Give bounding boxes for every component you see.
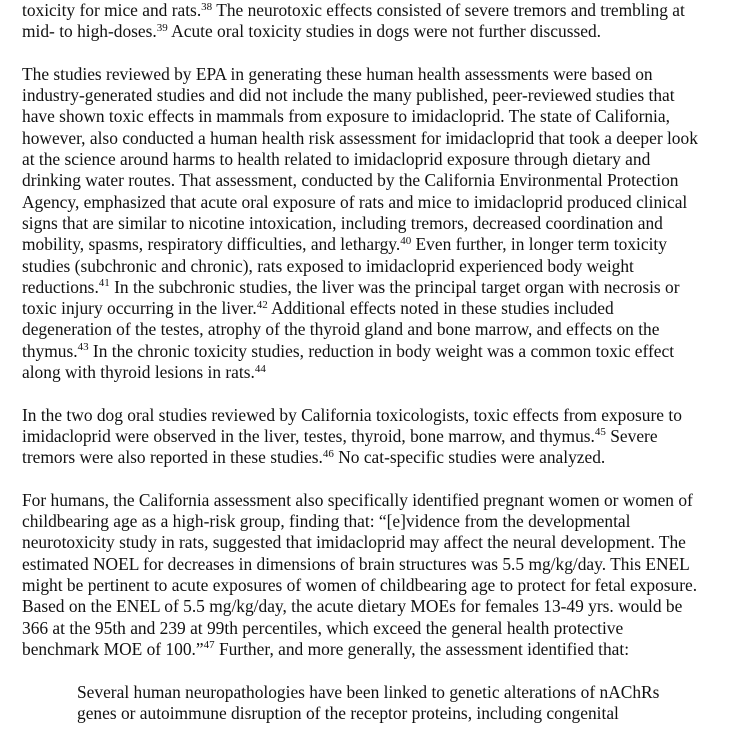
footnote-marker: 45 — [594, 426, 606, 439]
text-run: along with thyroid lesions in rats. — [22, 362, 255, 383]
text-run: industry-generated studies and did not include the many published, peer-reviewed studies that — [22, 85, 675, 106]
paragraph-gap — [22, 660, 734, 681]
text-run: have shown toxic effects in mammals from exposure to imidacloprid. The state of California, — [22, 106, 670, 127]
text-run: Even further, in longer term toxicity — [411, 234, 667, 255]
footnote-marker: 40 — [400, 234, 412, 247]
text-run: In the two dog oral studies reviewed by California toxicologists, toxic effects from exposure to — [22, 404, 682, 425]
footnote-marker: 46 — [322, 447, 334, 460]
text-run: genes or autoimmune disruption of the receptor proteins, including congenital — [77, 702, 619, 723]
text-run: imidacloprid were observed in the liver, testes, thyroid, bone marrow, and thymus. — [22, 425, 595, 446]
text-run: however, also conducted a human health risk assessment for imidacloprid that took a deeper look — [22, 127, 698, 148]
text-line — [22, 128, 734, 149]
text-line — [77, 682, 734, 703]
footnote-marker: 38 — [201, 0, 213, 13]
text-run: The neurotoxic effects consisted of severe tremors and trembling at — [212, 0, 685, 20]
text-line — [22, 277, 734, 298]
text-run: at the science around harms to health related to imidacloprid exposure through dietary and — [22, 149, 651, 170]
text-line — [22, 106, 734, 127]
text-run: In the chronic toxicity studies, reduction in body weight was a common toxic effect — [88, 340, 675, 361]
text-run: drinking water routes. That assessment, conducted by the California Environmental Protection — [22, 170, 679, 191]
text-run: The studies reviewed by EPA in generating these human health assessments were based on — [22, 63, 653, 84]
text-line — [22, 234, 734, 255]
text-run: signs that are similar to nicotine intoxication, including tremors, decreased coordination and — [22, 212, 663, 233]
paragraph — [22, 64, 734, 383]
footnote-marker: 44 — [254, 362, 266, 375]
text-run: toxic injury occurring in the liver. — [22, 298, 257, 319]
text-run: In the subchronic studies, the liver was the principal target organ with necrosis or — [109, 276, 680, 297]
text-line — [22, 447, 734, 468]
text-line — [22, 596, 734, 617]
text-line — [22, 405, 734, 426]
document-page — [22, 0, 734, 724]
paragraph-gap — [22, 43, 734, 64]
paragraph — [22, 0, 734, 43]
text-line — [22, 341, 734, 362]
text-line — [22, 319, 734, 340]
text-line — [22, 213, 734, 234]
paragraph — [22, 405, 734, 469]
text-run: Agency, emphasized that acute oral exposure of rats and mice to imidacloprid produced clinical — [22, 191, 688, 212]
block-quote — [22, 682, 734, 725]
text-line — [22, 511, 734, 532]
text-line — [22, 85, 734, 106]
text-line — [22, 618, 734, 639]
footnote-marker: 42 — [256, 298, 268, 311]
text-run: Based on the ENEL of 5.5 mg/kg/day, the acute dietary MOEs for females 13-49 yrs. would be — [22, 596, 683, 617]
text-run: Further, and more generally, the assessment identified that: — [214, 638, 630, 659]
text-line — [22, 490, 734, 511]
footnote-marker: 41 — [98, 277, 110, 290]
text-line — [22, 149, 734, 170]
text-line — [22, 362, 734, 383]
text-line — [77, 703, 734, 724]
paragraph-gap — [22, 383, 734, 404]
text-run: estimated NOEL for decreases in dimensions of brain structures was 5.5 mg/kg/day. This ENEL — [22, 553, 690, 574]
text-run: neurotoxicity study in rats, suggested that imidacloprid may affect the neural development. The — [22, 532, 686, 553]
text-line — [22, 256, 734, 277]
text-line — [22, 192, 734, 213]
text-run: Acute oral toxicity studies in dogs were not further discussed. — [167, 21, 602, 42]
text-run: reductions. — [22, 276, 99, 297]
paragraph-gap — [22, 469, 734, 490]
text-run: mobility, spasms, respiratory difficulties, and lethargy. — [22, 234, 401, 255]
text-run: childbearing age as a high-risk group, finding that: “[e]vidence from the developmental — [22, 511, 631, 532]
text-line — [22, 639, 734, 660]
footnote-marker: 39 — [156, 21, 168, 34]
footnote-marker: 43 — [77, 341, 89, 354]
text-run: benchmark MOE of 100.” — [22, 638, 204, 659]
text-line — [22, 554, 734, 575]
text-run: studies (subchronic and chronic), rats exposed to imidacloprid experienced body weight — [22, 255, 634, 276]
text-run: No cat-specific studies were analyzed. — [333, 447, 606, 468]
text-run: Additional effects noted in these studies included — [267, 298, 614, 319]
text-line — [22, 426, 734, 447]
text-run: thymus. — [22, 340, 78, 361]
text-line — [22, 0, 734, 21]
text-run: toxicity for mice and rats. — [22, 0, 202, 20]
text-line — [22, 170, 734, 191]
text-run: degeneration of the testes, atrophy of the thyroid gland and bone marrow, and effects on the — [22, 319, 660, 340]
text-run: mid- to high-doses. — [22, 21, 157, 42]
text-run: might be pertinent to acute exposures of women of childbearing age to protect for fetal exposure. — [22, 575, 698, 596]
text-run: Several human neuropathologies have been linked to genetic alterations of nAChRs — [77, 681, 660, 702]
text-run: 366 at the 95th and 239 at 99th percentiles, which exceed the general health protective — [22, 617, 624, 638]
text-run: tremors were also reported in these studies. — [22, 447, 323, 468]
text-run: For humans, the California assessment also specifically identified pregnant women or women of — [22, 489, 693, 510]
text-line — [22, 532, 734, 553]
text-line — [22, 575, 734, 596]
paragraph — [22, 490, 734, 660]
text-line — [22, 21, 734, 42]
text-run: Severe — [605, 425, 658, 446]
footnote-marker: 47 — [203, 639, 215, 652]
text-line — [22, 64, 734, 85]
text-line — [22, 298, 734, 319]
